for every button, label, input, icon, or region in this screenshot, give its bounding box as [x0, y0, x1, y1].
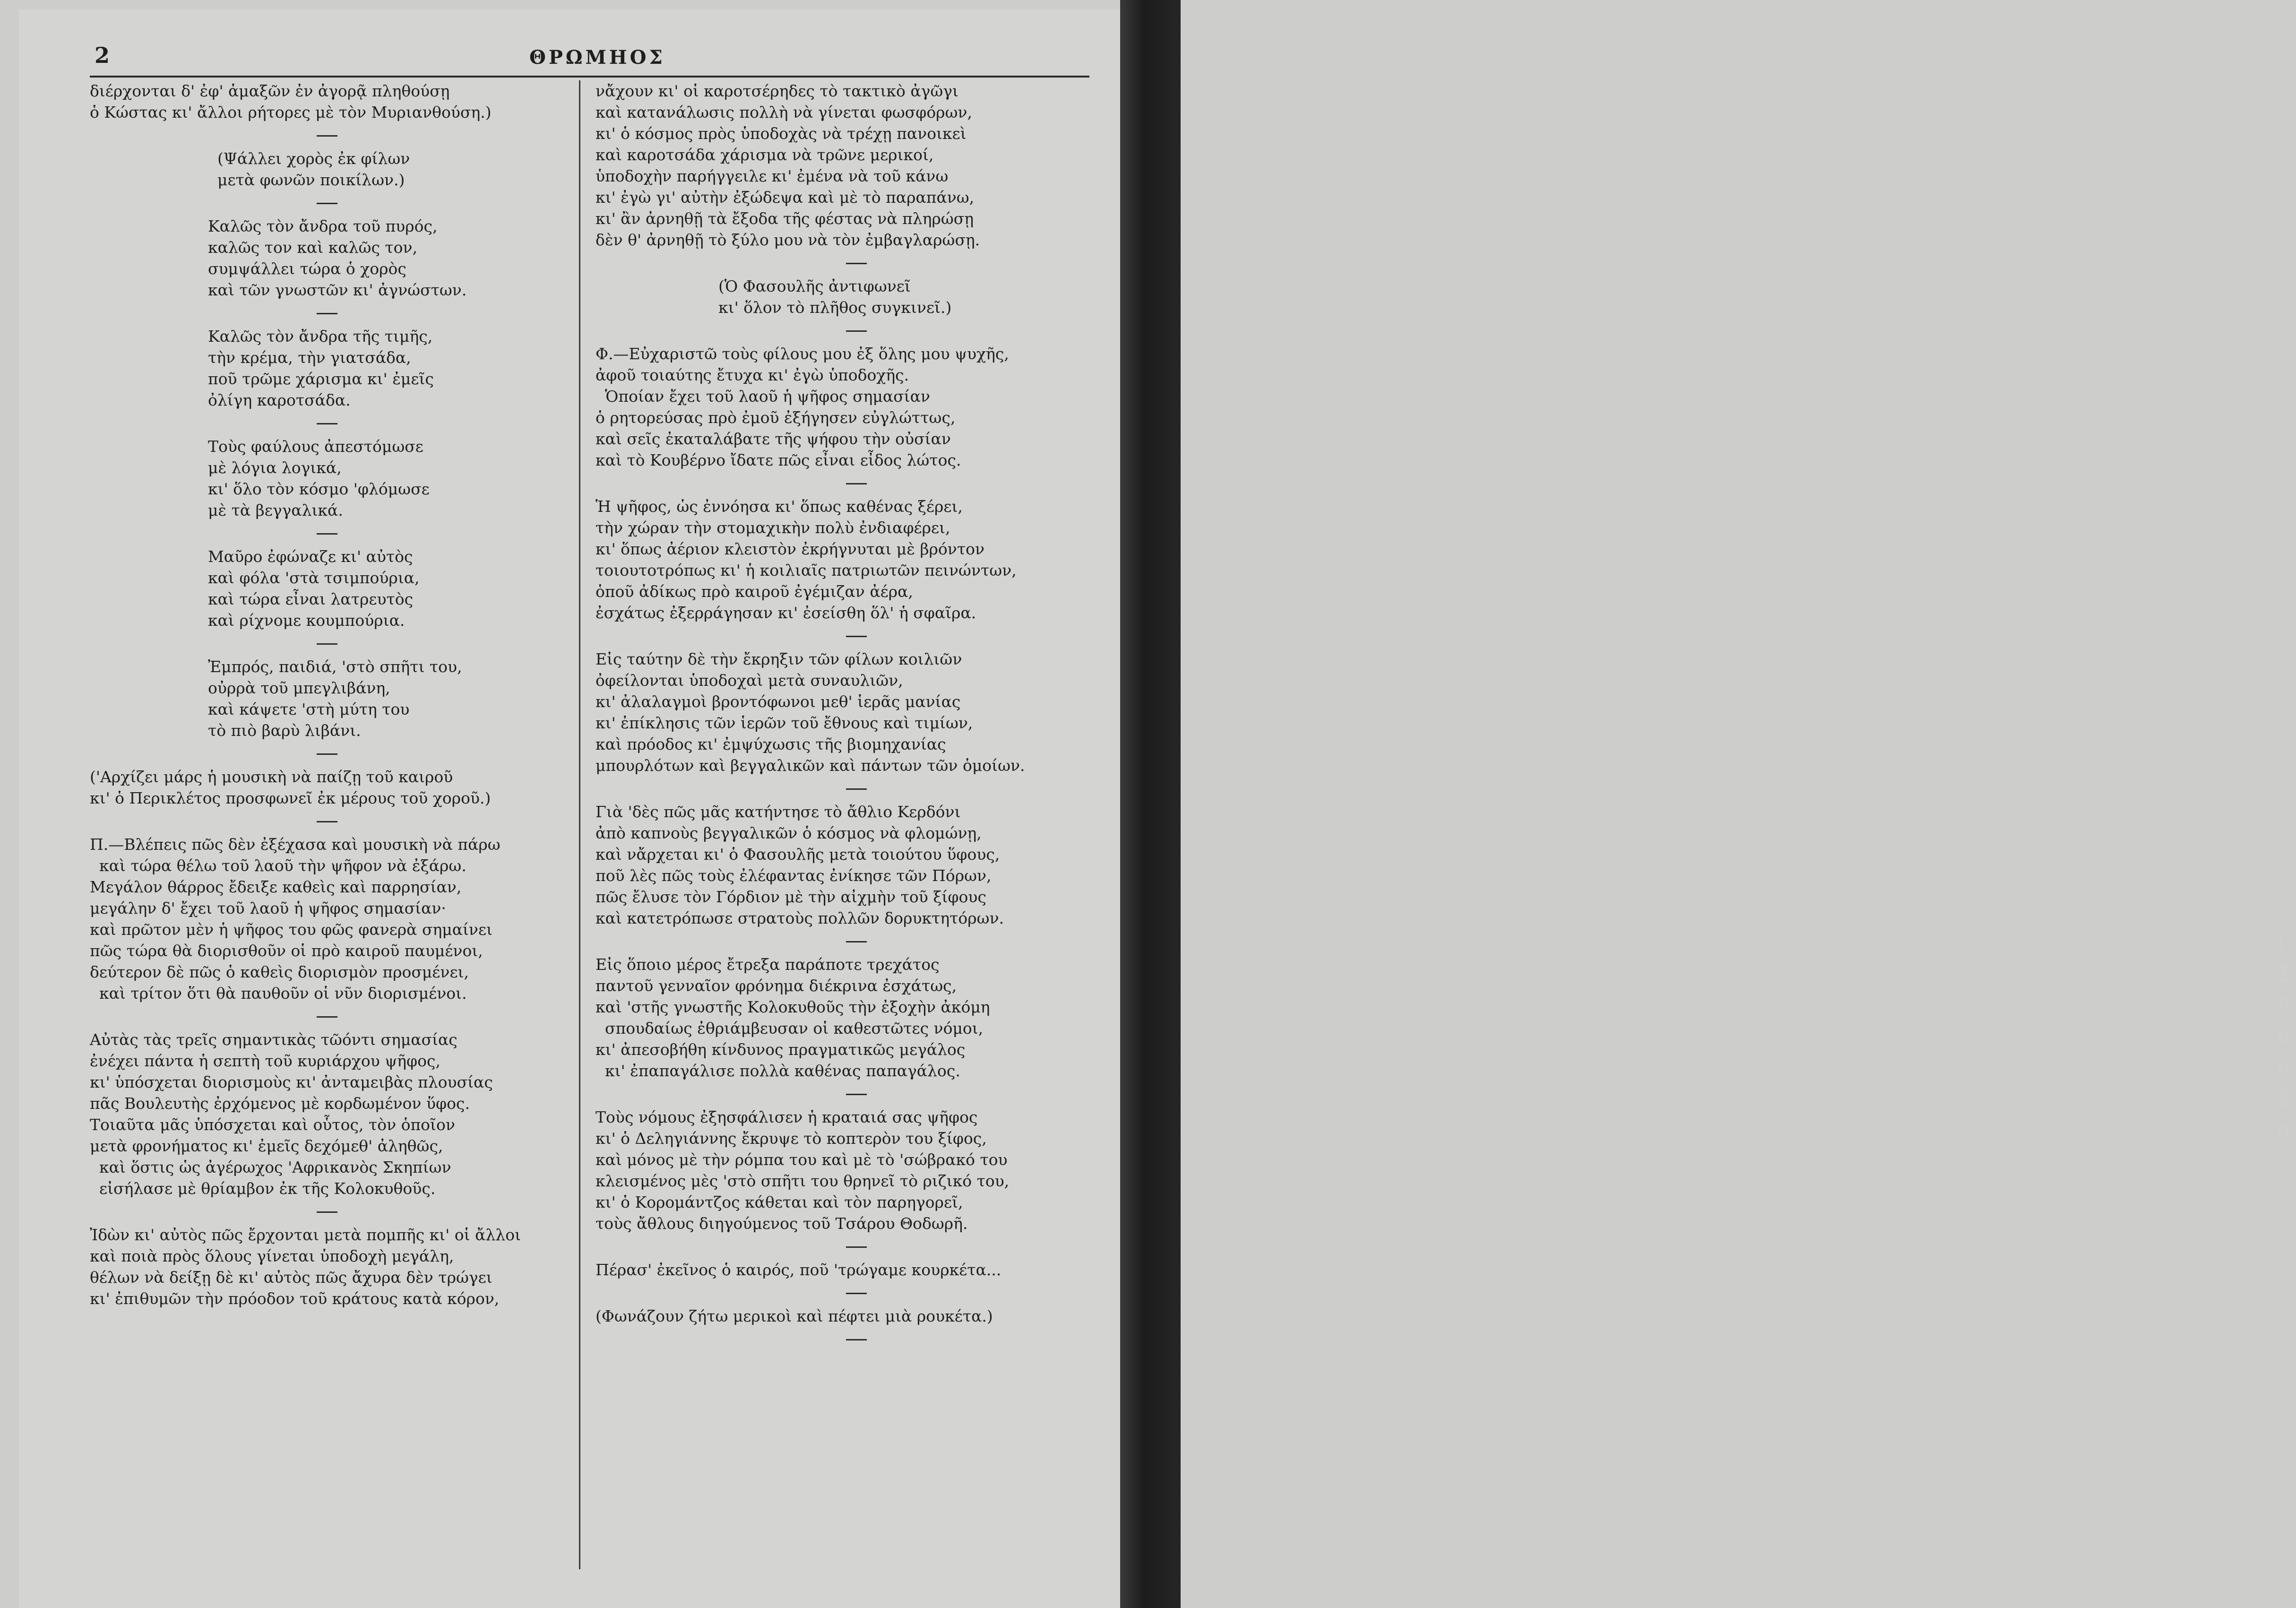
verse-block: [596, 343, 1134, 471]
section-separator: [317, 643, 337, 645]
section-separator: [317, 753, 337, 755]
column-divider: [579, 80, 580, 1569]
section-separator: [317, 533, 337, 535]
verse-line: καὶ κατετρόπωσε στρατοὺς πολλῶν δορυκτητόρων.: [596, 909, 1004, 927]
verse-line: τὴν κρέμα, τὴν γιατσάδα,: [208, 348, 411, 367]
section-separator: [846, 330, 867, 332]
verse-line: μεγάλην δ' ἔχει τοῦ λαοῦ ἡ ψῆφος σημασίαν·: [90, 899, 446, 917]
facing-page-char: Σ: [2277, 960, 2293, 986]
verse-line: Τοιαῦτα μᾶς ὑπόσχεται καὶ οὗτος, τὸν ὁποῖον: [90, 1115, 455, 1134]
verse-line: κι' ἂν ἀρνηθῇ τὰ ἔξοδα τῆς φέστας νὰ πληρώσῃ: [596, 209, 974, 228]
verse-line: κι' ἐπιθυμῶν τὴν πρόοδον τοῦ κράτους κατὰ κόρον,: [90, 1289, 500, 1308]
verse-line: μπουρλότων καὶ βεγγαλικῶν καὶ πάντων τῶν ὁμοίων.: [596, 756, 1025, 775]
verse-line: Ἐμπρός, παιδιά, 'στὸ σπῆτι του,: [208, 657, 462, 676]
verse-line: παντοῦ γενναῖον φρόνημα διέκρινα ἐσχάτως,: [596, 977, 957, 995]
verse-line: κι' ἐπαπαγάλισε πολλὰ καθένας παπαγάλος.: [605, 1062, 960, 1080]
verse-block: [596, 1107, 1134, 1234]
verse-line: καὶ τῶν γνωστῶν κι' ἀγνώστων.: [208, 281, 467, 299]
newspaper-title: ΘΡΩΜΗΟΣ: [529, 46, 665, 69]
verse-line: καὶ φόλα 'στὰ τσιμπούρια,: [208, 569, 420, 587]
verse-line: Μαῦρο ἐφώναζε κι' αὐτὸς: [208, 547, 413, 566]
verse-block: [90, 1029, 567, 1199]
verse-line: Τοὺς νόμους ἐξησφάλισεν ἡ κραταιά σας ψῆφος: [596, 1108, 978, 1126]
verse-line: ἀπὸ καπνοὺς βεγγαλικῶν ὁ κόσμος νὰ φλομώνῃ,: [596, 824, 982, 842]
verse-line: οὐρρὰ τοῦ μπεγλιβάνη,: [208, 679, 390, 697]
verse-line: Ἰδὼν κι' αὐτὸς πῶς ἔρχονται μετὰ πομπῆς κι' οἱ ἄλλοι: [90, 1226, 521, 1244]
verse-line: κι' ὁ Κορομάντζος κάθεται καὶ τὸν παρηγορεῖ,: [596, 1193, 963, 1211]
verse-line: καὶ ρίχνομε κουμπούρια.: [208, 611, 405, 630]
facing-page-char: α: [2277, 1116, 2292, 1142]
verse-block: [596, 954, 1134, 1081]
facing-page-char: Λ: [2277, 992, 2293, 1017]
verse-line: καὶ πρῶτον μὲν ἡ ψῆφος του φῶς φανερὰ σημαίνει: [90, 920, 493, 939]
verse-line: εἰσήλασε μὲ θρίαμβον ἐκ τῆς Κολοκυθοῦς.: [99, 1179, 436, 1198]
facing-page-fragment: [2277, 926, 2296, 1145]
verse-line: ἀφοῦ τοιαύτης ἔτυχα κι' ἐγὼ ὑποδοχῆς.: [596, 366, 909, 384]
facing-page-edge: [1120, 0, 2293, 1608]
section-separator: [846, 1339, 867, 1340]
verse-line: καὶ κάψετε 'στὴ μύτη του: [208, 700, 410, 718]
verse-line: ('Αρχίζει μάρς ἡ μουσικὴ νὰ παίζῃ τοῦ καιροῦ: [90, 768, 453, 786]
verse-line: κι' ἀπεσοβήθη κίνδυνος πραγματικῶς μεγάλος: [596, 1040, 966, 1059]
verse-line: ὁ ρητορεύσας πρὸ ἐμοῦ ἐξήγησεν εὐγλώττως,: [596, 408, 956, 427]
verse-block: [596, 801, 1134, 929]
verse-line: τὴν χώραν τὴν στομαχικὴν πολὺ ἐνδιαφέρει,: [596, 519, 950, 537]
verse-block: [596, 648, 1134, 776]
verse-line: κι' ὁ Δεληγιάννης ἔκρυψε τὸ κοπτερὸν του ξίφος,: [596, 1129, 987, 1148]
verse-line: (Ὁ Φασουλῆς ἀντιφωνεῖ: [718, 277, 911, 295]
verse-line: κι' ὁ κόσμος πρὸς ὑποδοχὰς νὰ τρέχῃ πανοικεὶ: [596, 124, 967, 143]
section-separator: [317, 203, 337, 204]
verse-line: ὀφείλονται ὑποδοχαὶ μετὰ συναυλιῶν,: [596, 671, 903, 690]
verse-line: ἐνέχει πάντα ἡ σεπτὴ τοῦ κυριάρχου ψῆφος,: [90, 1052, 440, 1070]
verse-block: [90, 766, 567, 809]
section-separator: [317, 1211, 337, 1213]
page-header: [19, 38, 1120, 76]
verse-block: [596, 276, 1134, 318]
section-separator: [317, 313, 337, 314]
facing-page-char: (: [2277, 929, 2286, 955]
verse-line: Π.—Βλέπεις πῶς δὲν ἐξέχασα καὶ μουσικὴ νὰ πάρω: [90, 835, 501, 854]
verse-block: [596, 1305, 1134, 1327]
verse-line: τοὺς ἄθλους διηγούμενος τοῦ Τσάρου Θοδωρῆ.: [596, 1214, 968, 1233]
verse-block: [596, 496, 1134, 623]
section-separator: [846, 788, 867, 790]
section-separator: [317, 1016, 337, 1018]
verse-line: καὶ τώρα θέλω τοῦ λαοῦ τὴν ψῆφον νὰ ἐξάρω.: [99, 856, 466, 875]
verse-line: καὶ πρόοδος κι' ἐμψύχωσις τῆς βιομηχανίας: [596, 735, 946, 753]
header-rule: [90, 76, 1089, 78]
verse-line: καὶ νἄρχεται κι' ὁ Φασουλῆς μετὰ τοιούτου ὕφους,: [596, 845, 1000, 864]
verse-line: κι' ὁ Περικλέτος προσφωνεῖ ἐκ μέρους τοῦ χοροῦ.): [90, 789, 491, 807]
verse-line: καὶ σεῖς ἐκαταλάβατε τῆς ψήφου τὴν οὐσίαν: [596, 430, 951, 448]
verse-line: Εἰς ταύτην δὲ τὴν ἔκρηξιν τῶν φίλων κοιλιῶν: [596, 650, 962, 668]
verse-line: καλῶς τον καὶ καλῶς τον,: [208, 238, 418, 257]
verse-line: μετὰ φωνῶν ποικίλων.): [217, 171, 405, 189]
section-separator: [846, 1094, 867, 1095]
verse-line: δὲν θ' ἀρνηθῇ τὸ ξύλο μου νὰ τὸν ἐμβαγλαρώσῃ.: [596, 231, 980, 249]
verse-line: κι' ὅπως ἀέριον κλειστὸν ἐκρήγνυται μὲ βρόντον: [596, 540, 985, 558]
section-separator: [846, 483, 867, 484]
verse-block: [90, 656, 567, 741]
verse-line: κι' ὑπόσχεται διορισμοὺς κι' ἀνταμειβὰς πλουσίας: [90, 1073, 493, 1091]
verse-line: ὀλίγη καροτσάδα.: [208, 391, 351, 409]
verse-line: συμψάλλει τώρα ὁ χορὸς: [208, 259, 406, 278]
verse-block: [596, 80, 1134, 251]
section-separator: [846, 263, 867, 264]
verse-line: ὁποῦ ἀδίκως πρὸ καιροῦ ἐγέμιζαν ἀέρα,: [596, 582, 913, 601]
verse-line: κι' ἐπίκλησις τῶν ἱερῶν τοῦ ἔθνους καὶ τιμίων,: [596, 714, 973, 732]
facing-page-char: ο: [2277, 1054, 2290, 1080]
verse-line: Φ.—Εὐχαριστῶ τοὺς φίλους μου ἐξ ὅλης μου ψυχῆς,: [596, 345, 1009, 363]
section-separator: [317, 821, 337, 822]
verse-line: Καλῶς τὸν ἄνδρα τοῦ πυρός,: [208, 217, 438, 235]
left-column: [90, 80, 567, 1309]
right-column: [596, 80, 1134, 1352]
verse-line: ποῦ τρῶμε χάρισμα κι' ἐμεῖς: [208, 370, 434, 388]
verse-line: ποῦ λὲς πῶς τοὺς ἐλέφαντας ἐνίκησε τῶν Πόρων,: [596, 866, 992, 885]
verse-block: [90, 148, 567, 190]
verse-line: Μεγάλον θάρρος ἔδειξε καθεὶς καὶ παρρησίαν,: [90, 878, 462, 896]
verse-line: καὶ τρίτον ὅτι θὰ παυθοῦν οἱ νῦν διορισμένοι.: [99, 984, 467, 1003]
facing-page-char: ο: [2277, 1023, 2290, 1048]
verse-line: καὶ ποιὰ πρὸς ὅλους γίνεται ὑποδοχὴ μεγάλη,: [90, 1247, 454, 1265]
verse-line: δεύτερον δὲ πῶς ὁ καθεὶς διορισμὸν προσμένει,: [90, 963, 469, 981]
verse-line: Αὐτὰς τὰς τρεῖς σημαντικὰς τῶόντι σημασίας: [90, 1030, 457, 1049]
verse-block: [90, 216, 567, 301]
verse-line: καὶ μόνος μὲ τὴν ρόμπα του καὶ μὲ τὸ 'σώβρακό του: [596, 1150, 1008, 1169]
section-separator: [317, 135, 337, 137]
verse-line: σπουδαίως ἐθριάμβευσαν οἱ καθεστῶτες νόμοι,: [605, 1019, 984, 1037]
verse-line: καὶ κατανάλωσις πολλὴ νὰ γίνεται φωσφόρων,: [596, 103, 973, 121]
verse-block: [90, 80, 567, 123]
verse-block: [90, 436, 567, 521]
verse-line: Ἡ ψῆφος, ὡς ἐννόησα κι' ὅπως καθένας ξέρει,: [596, 497, 963, 516]
verse-line: καὶ τὸ Κουβέρνο ἴδατε πῶς εἶναι εἶδος λώτος.: [596, 451, 961, 469]
section-separator: [846, 1293, 867, 1294]
verse-line: πῶς τώρα θὰ διορισθοῦν οἱ πρὸ καιροῦ παυμένοι,: [90, 942, 483, 960]
verse-line: κι' ὅλον τὸ πλῆθος συγκινεῖ.): [718, 298, 952, 317]
verse-line: κι' ὅλο τὸν κόσμο 'φλόμωσε: [208, 480, 430, 498]
verse-line: Ὁποίαν ἔχει τοῦ λαοῦ ἡ ψῆφος σημασίαν: [605, 387, 930, 406]
verse-line: ὑποδοχὴν παρήγγειλε κι' ἐμένα νὰ τοῦ κάνω: [596, 167, 949, 185]
newspaper-page: [19, 9, 1120, 1608]
verse-line: καὶ 'στῆς γνωστῆς Κολοκυθοῦς τὴν ἐξοχὴν ἀκόμη: [596, 998, 990, 1016]
page-number: 2: [95, 43, 110, 68]
verse-line: Τοὺς φαύλους ἀπεστόμωσε: [208, 437, 423, 456]
verse-line: πᾶς Βουλευτὴς ἐρχόμενος μὲ κορδωμένον ὕφος.: [90, 1094, 470, 1113]
verse-line: νἄχουν κι' οἱ καροτσέρηδες τὸ τακτικὸ ἀγῶγι: [596, 82, 958, 100]
section-separator: [846, 636, 867, 637]
verse-line: Καλῶς τὸν ἄνδρα τῆς τιμῆς,: [208, 327, 433, 346]
verse-line: τοιουτοτρόπως κι' ἡ κοιλιαῖς πατριωτῶν πεινώντων,: [596, 561, 1017, 579]
section-separator: [846, 941, 867, 942]
verse-line: κι' ἐγὼ γι' αὐτὴν ἐξώδεψα καὶ μὲ τὸ παραπάνω,: [596, 188, 975, 207]
verse-line: τὸ πιὸ βαρὺ λιβάνι.: [208, 721, 361, 740]
verse-line: Πέρασ' ἐκεῖνος ὁ καιρός, ποῦ 'τρώγαμε κουρκέτα...: [596, 1261, 1001, 1279]
verse-line: Γιὰ 'δὲς πῶς μᾶς κατήντησε τὸ ἄθλιο Κερδόνι: [596, 803, 961, 821]
verse-line: Εἰς ὅποιο μέρος ἔτρεξα παράποτε τρεχάτος: [596, 955, 940, 974]
verse-block: [90, 546, 567, 631]
verse-block: [90, 326, 567, 411]
verse-line: ἐσχάτως ἐξερράγησαν κι' ἐσείσθη ὅλ' ἡ σφαῖρα.: [596, 604, 976, 622]
verse-line: κλεισμένος μὲς 'στὸ σπῆτι του θρηνεῖ τὸ ριζικό του,: [596, 1172, 1010, 1190]
verse-line: διέρχονται δ' ἐφ' ἁμαξῶν ἐν ἀγορᾷ πληθούσῃ: [90, 82, 450, 100]
verse-line: (Ψάλλει χορὸς ἐκ φίλων: [217, 149, 410, 168]
verse-line: μὲ τὰ βεγγαλικά.: [208, 501, 343, 519]
verse-line: καὶ τώρα εἶναι λατρευτὸς: [208, 590, 414, 608]
verse-line: (Φωνάζουν ζήτω μερικοὶ καὶ πέφτει μιὰ ρουκέτα.): [596, 1307, 993, 1325]
verse-block: [596, 1259, 1134, 1280]
verse-line: καὶ καροτσάδα χάρισμα νὰ τρῶνε μερικοί,: [596, 146, 934, 164]
verse-line: μὲ λόγια λογικά,: [208, 458, 342, 477]
section-separator: [846, 1246, 867, 1248]
verse-line: πῶς ἔλυσε τὸν Γόρδιον μὲ τὴν αἰχμὴν τοῦ ξίφους: [596, 888, 986, 906]
section-separator: [317, 423, 337, 424]
verse-block: [90, 834, 567, 1004]
verse-line: ὁ Κώστας κι' ἄλλοι ρήτορες μὲ τὸν Μυριανθούση.): [90, 103, 492, 121]
verse-line: καὶ ὅστις ὡς ἀγέρωχος 'Αφρικανὸς Σκηπίων: [99, 1158, 451, 1176]
verse-line: θέλων νὰ δείξῃ δὲ κι' αὐτὸς πῶς ἄχυρα δὲν τρώγει: [90, 1268, 492, 1287]
verse-line: κι' ἀλαλαγμοὶ βροντόφωνοι μεθ' ἱερᾶς μανίας: [596, 692, 961, 711]
facing-page-char: Σ: [2277, 1085, 2293, 1111]
verse-line: μετὰ φρονήματος κι' ἐμεῖς δεχόμεθ' ἀληθῶς,: [90, 1137, 443, 1155]
verse-block: [90, 1224, 567, 1309]
